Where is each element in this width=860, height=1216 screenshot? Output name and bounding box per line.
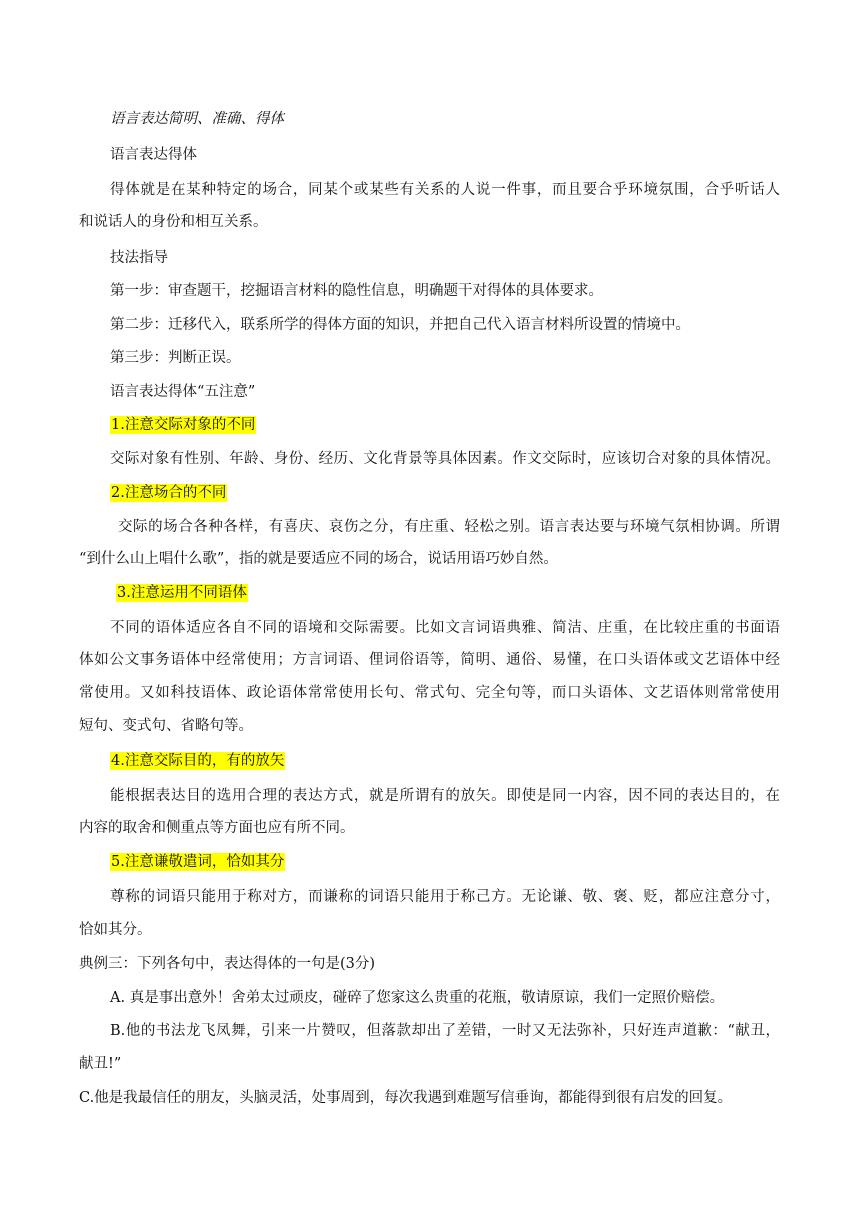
method-step-3: 第三步：判断正误。 [110, 350, 241, 366]
point-4-line-1: 能根据表达目的选用合理的表达方式，就是所谓有的放矢。即使是同一内容，因不同的表达目的，在 [110, 788, 780, 804]
point-4-heading [110, 751, 285, 771]
highlight: 5.注意谦敬遣词，恰如其分 [111, 854, 285, 870]
point-5-line-1: 尊称的词语只能用于称对方，而谦称的词语只能用于称己方。无论谦、敬、褒、贬，都应注意分寸， [110, 889, 780, 905]
definition-line-2: 和说话人的身份和相互关系。 [79, 214, 268, 230]
highlight: 4.注意交际目的，有的放矢 [111, 753, 285, 769]
five-points-heading: 语言表达得体“五注意” [110, 384, 256, 400]
point-2-line-2: “到什么山上唱什么歌”，指的就是要适应不同的场合，说话用语巧妙自然。 [79, 551, 558, 567]
section-heading: 语言表达得体 [110, 147, 197, 163]
point-3-line-3: 常使用。又如科技语体、政论语体常常使用长句、常式句、完全句等，而口头语体、文艺语体则常常使用 [79, 685, 780, 701]
document-title: 语言表达简明、准确、得体 [110, 111, 284, 127]
example-option-a: A. 真是事出意外！舍弟太过顽皮，碰碎了您家这么贵重的花瓶，敬请原谅，我们一定照价赔偿。 [110, 990, 725, 1006]
point-3-heading [116, 583, 248, 603]
point-1-line-1: 交际对象有性别、年龄、身份、经历、文化背景等具体因素。作文交际时，应该切合对象的具体情况。 [110, 451, 780, 467]
point-3-line-4: 短句、变式句、省略句等。 [79, 718, 253, 734]
method-step-1: 第一步：审查题干，挖掘语言材料的隐性信息，明确题干对得体的具体要求。 [110, 283, 603, 299]
point-2-heading [110, 483, 227, 503]
point-5-line-2: 恰如其分。 [79, 922, 152, 938]
point-5-heading [110, 852, 285, 872]
example-option-c: C.他是我最信任的朋友，头脑灵活，处事周到，每次我遇到难题写信垂询，都能得到很有启发的回复。 [79, 1090, 733, 1106]
method-step-2: 第二步：迁移代入，联系所学的得体方面的知识，并把自己代入语言材料所设置的情境中。 [110, 317, 690, 333]
highlight: 1.注意交际对象的不同 [111, 417, 256, 433]
definition-line-1: 得体就是在某种特定的场合，同某个或某些有关系的人说一件事，而且要合乎环境氛围，合乎听话人 [110, 182, 780, 198]
highlight: 3.注意运用不同语体 [117, 585, 247, 601]
example-question: 典例三：下列各句中，表达得体的一句是(3分) [79, 956, 376, 972]
example-option-b-line-2: 献丑!” [79, 1056, 122, 1072]
point-3-line-1: 不同的语体适应各自不同的语境和交际需要。比如文言词语典雅、简洁、庄重，在比较庄重的书面语 [110, 620, 780, 636]
point-4-line-2: 内容的取舍和侧重点等方面也应有所不同。 [79, 820, 355, 836]
point-1-heading [110, 415, 256, 435]
highlight: 2.注意场合的不同 [111, 485, 227, 501]
example-option-b-line-1: B.他的书法龙飞凤舞，引来一片赞叹，但落款却出了差错，一时又无法弥补，只好连声道歉：“献丑， [110, 1023, 780, 1039]
method-heading: 技法指导 [110, 250, 168, 266]
point-2-line-1: 交际的场合各种各样，有喜庆、哀伤之分，有庄重、轻松之别。语言表达要与环境气氛相协调。所谓 [118, 519, 780, 535]
point-3-line-2: 体如公文事务语体中经常使用；方言词语、俚词俗语等，简明、通俗、易懂，在口头语体或文艺语体中经 [79, 652, 780, 668]
